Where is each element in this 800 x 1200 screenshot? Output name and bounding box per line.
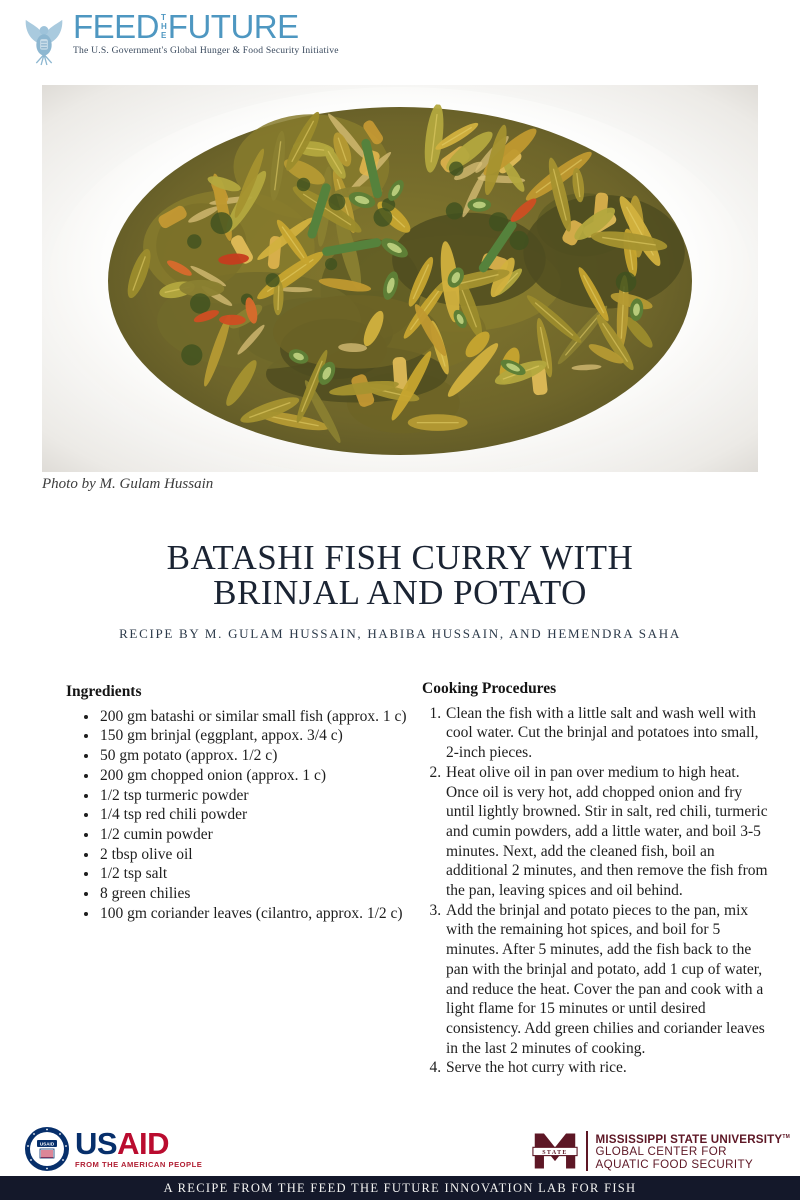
usaid-wordmark: USAID (75, 1125, 169, 1161)
ingredient-item: • 2 tbsp olive oil (99, 845, 414, 865)
feed-the-future-logo (20, 8, 339, 68)
photo-credit: Photo by M. Gulam Hussain (42, 476, 214, 492)
ingredient-item: • 1/4 tsp red chili powder (99, 805, 414, 825)
procedures-section (422, 679, 770, 1078)
ftf-word-the: T H E (161, 13, 167, 40)
ingredient-item: • 200 gm chopped onion (approx. 1 c) (99, 766, 414, 786)
msu-divider (586, 1131, 588, 1171)
ftf-tagline: The U.S. Government's Global Hunger & Food Security Initiative (73, 45, 339, 56)
procedures-list (422, 704, 770, 1078)
ftf-word-future: FUTURE (167, 8, 299, 45)
ftf-wordmark (73, 8, 339, 45)
msu-center-line2: AQUATIC FOOD SECURITY (595, 1158, 754, 1172)
usaid-seal-icon (24, 1126, 70, 1172)
title-line-2: BRINJAL AND POTATO (213, 573, 587, 612)
svg-text:STATE: STATE (541, 1149, 568, 1156)
recipe-byline: RECIPE BY M. GULAM HUSSAIN, HABIBA HUSSAIN, AND HEMENDRA SAHA (119, 626, 681, 641)
recipe-photo (42, 85, 758, 472)
ingredient-item: • 150 gm brinjal (eggplant, appox. 3/4 c) (99, 726, 414, 746)
msu-logo (532, 1130, 790, 1172)
procedure-step: 2. Heat olive oil in pan over medium to high heat. Once oil is very hot, add chopped onion and fry until lightly browned. Stir in salt, red chili, turmeric and cumin powders, add a little water, and boil 3-5 minutes. Next, add the cleaned fish, boil an additional 2 minutes, and then remove the fish from the pan, leaving spices and oil behind. (445, 763, 770, 901)
procedure-step: 1. Clean the fish with a little salt and wash well with cool water. Cut the brinjal and potatoes into small, 2-inch pieces. (445, 704, 770, 763)
title-line-1: BATASHI FISH CURRY WITH (166, 538, 634, 577)
ingredient-item: • 100 gm coriander leaves (cilantro, approx. 1/2 c) (99, 904, 414, 924)
usaid-logo (24, 1126, 202, 1172)
usaid-shield (40, 1149, 54, 1158)
ingredient-item: • 8 green chilies (99, 884, 414, 904)
ingredient-item: • 1/2 tsp turmeric powder (99, 786, 414, 806)
fish-curry-photo-art (42, 85, 758, 472)
ftf-word-feed: FEED (73, 8, 160, 45)
procedures-heading: Cooking Procedures (422, 680, 557, 697)
ingredient-item: • 1/2 tsp salt (99, 864, 414, 884)
ingredients-list (66, 707, 414, 924)
msu-m-mark-icon (532, 1130, 578, 1172)
ingredient-item: • 1/2 cumin powder (99, 825, 414, 845)
procedure-step: 4. Serve the hot curry with rice. (445, 1058, 770, 1078)
usaid-tagline: FROM THE AMERICAN PEOPLE (75, 1159, 203, 1169)
page-title (0, 540, 800, 610)
msu-name: MISSISSIPPI STATE UNIVERSITY™ (595, 1132, 790, 1146)
ingredients-heading: Ingredients (66, 683, 142, 700)
ingredient-item: • 50 gm potato (approx. 1/2 c) (99, 746, 414, 766)
ftf-eagle-seal-icon (20, 14, 68, 68)
svg-text:USAID: USAID (39, 1141, 55, 1147)
ingredients-section (66, 682, 414, 923)
footer-banner: A RECIPE FROM THE FEED THE FUTURE INNOVATION LAB FOR FISH (0, 1176, 800, 1200)
ingredient-item: • 200 gm batashi or similar small fish (approx. 1 c) (99, 707, 414, 727)
procedure-step: 3. Add the brinjal and potato pieces to the pan, mix with the remaining hot spices, and boil for 5 minutes. After 5 minutes, add the fish back to the pan with the brinjal and potato, add 1 cup of water, and reduce the heat. Cover the pan and cook with a light flame for 15 minutes or until desired consistency. Add green chilies and coriander leaves in the last 2 minutes of cooking. (445, 901, 770, 1059)
msu-center-line1: GLOBAL CENTER FOR (595, 1145, 727, 1159)
